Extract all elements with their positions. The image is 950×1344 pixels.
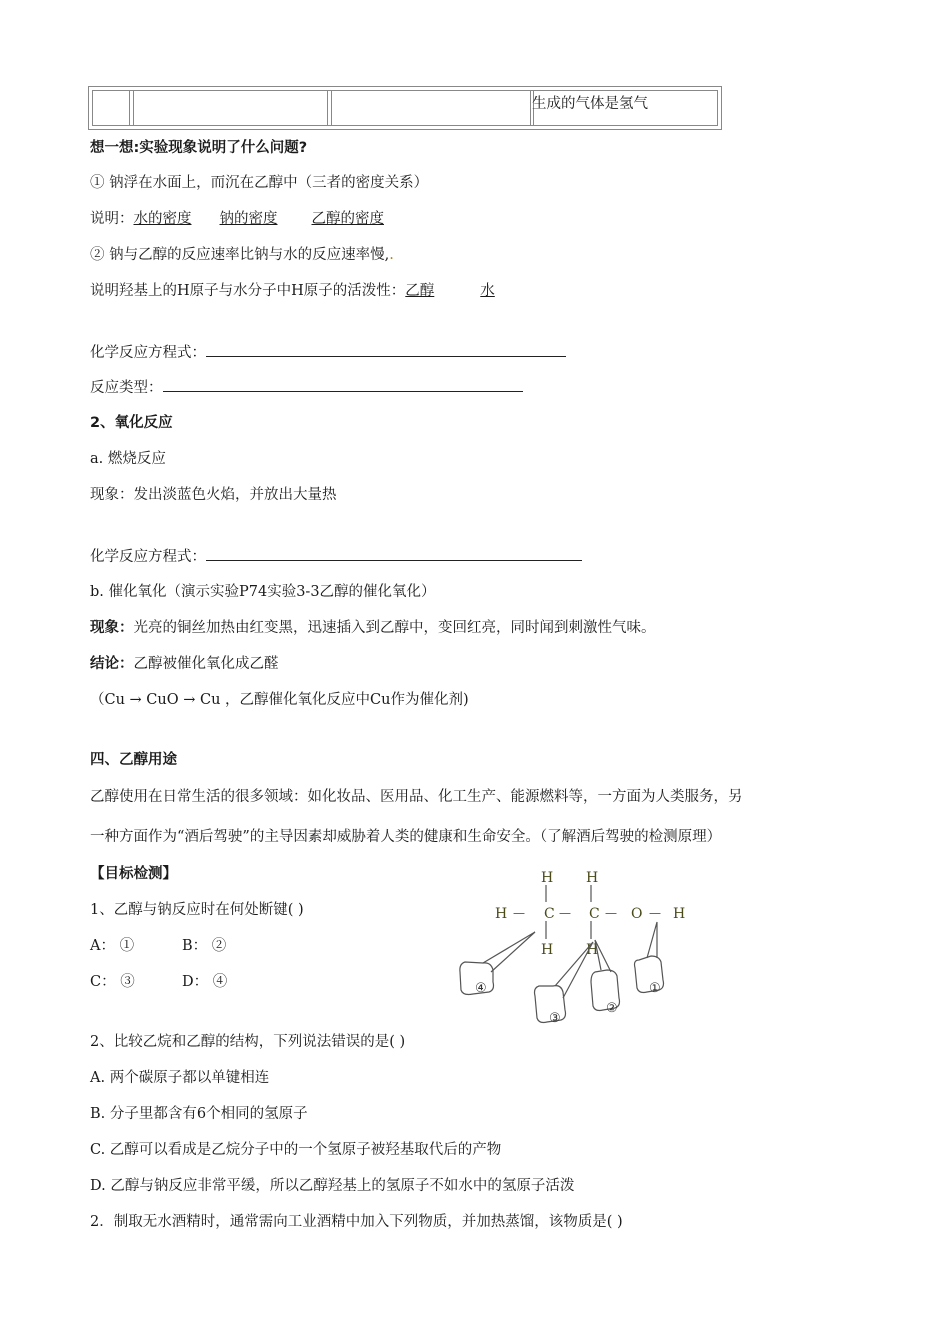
- table-cell-divider: [133, 90, 134, 126]
- bond-dash: —: [513, 906, 525, 920]
- catalytic-conclusion: 结论：乙醇被催化氧化成乙醛: [90, 656, 279, 672]
- question-2: 2、比较乙烷和乙醇的结构，下列说法错误的是( ): [90, 1034, 406, 1050]
- equation-line-2: 化学反应方程式：: [90, 546, 582, 567]
- atom-h: H: [541, 942, 554, 958]
- uses-heading: 四、乙醇用途: [90, 752, 177, 768]
- callout-label: ①: [649, 981, 661, 996]
- q1-option-a: A： ①: [90, 938, 135, 954]
- atom-h: H: [586, 942, 599, 958]
- explain-density: [90, 209, 384, 229]
- bond-dash: —: [649, 906, 661, 920]
- question-3: 2．制取无水酒精时，通常需向工业酒精中加入下列物质，并加热蒸馏，该物质是( ): [90, 1214, 623, 1230]
- atom-o: O: [631, 906, 643, 922]
- test-heading: 【目标检测】: [90, 866, 177, 882]
- reaction-type-line: 反应类型：: [90, 377, 523, 398]
- combustion-phenomenon: 现象：发出淡蓝色火焰，并放出大量热: [90, 487, 337, 503]
- atom-h: H: [541, 870, 554, 886]
- callout-label: ④: [475, 981, 487, 996]
- equation-blank: [206, 342, 566, 357]
- activity-relation: 乙醇 水: [405, 283, 495, 299]
- table-cell-divider: [331, 90, 332, 126]
- explain-label: 说明：: [90, 211, 134, 227]
- catalytic-phenomenon: 现象：光亮的铜丝加热由红变黑，迅速插入到乙醇中，变回红亮，同时闻到刺激性气味。: [90, 620, 656, 636]
- q1-option-c: C： ③: [90, 974, 135, 990]
- atom-c: C: [589, 906, 600, 922]
- q2-option-a: A. 两个碳原子都以单键相连: [90, 1070, 270, 1086]
- q1-option-b: B： ②: [182, 938, 227, 954]
- ethanol-structure-diagram: [455, 862, 715, 1032]
- q1-option-d: D： ④: [182, 974, 228, 990]
- think-point-2: ② 钠与乙醇的反应速率比钠与水的反应速率慢,.: [90, 247, 394, 263]
- equation-line-1: 化学反应方程式：: [90, 342, 566, 363]
- callout-label: ③: [549, 1011, 561, 1026]
- oxidation-heading: 2、氧化反应: [90, 415, 173, 431]
- q2-option-b: B. 分子里都含有6个相同的氢原子: [90, 1106, 308, 1122]
- callout-pointer: [647, 922, 657, 958]
- table-cell-divider: [129, 90, 130, 126]
- q2-option-d: D. 乙醇与钠反应非常平缓，所以乙醇羟基上的氢原子不如水中的氢原子活泼: [90, 1178, 575, 1194]
- table-cell-divider: [530, 90, 531, 126]
- density-relation: 水的密度 钠的密度 乙醇的密度: [133, 211, 384, 227]
- reaction-type-blank: [163, 377, 523, 392]
- copper-cycle: （Cu → CuO → Cu ，乙醇催化氧化反应中Cu作为催化剂): [90, 692, 469, 708]
- combustion-item: a. 燃烧反应: [90, 451, 166, 467]
- uses-para-line-2: 一种方面作为“酒后驾驶”的主导因素却威胁着人类的健康和生命安全。（了解酒后驾驶的检测原理）: [90, 829, 722, 845]
- think-heading: 想一想:实验现象说明了什么问题?: [90, 140, 308, 156]
- explain-activity: 说明羟基上的H原子与水分子中H原子的活泼性：乙醇 水: [90, 283, 495, 299]
- callout-label: ②: [606, 1001, 618, 1016]
- atom-c: C: [544, 906, 555, 922]
- think-point-1: ① 钠浮在水面上，而沉在乙醇中（三者的密度关系）: [90, 175, 429, 191]
- bond-dash: —: [605, 906, 617, 920]
- table-cell-divider: [327, 90, 328, 126]
- uses-para-line-1: 乙醇使用在日常生活的很多领域：如化妆品、医用品、化工生产、能源燃料等，一方面为人类服务，另: [90, 789, 743, 805]
- equation-blank: [206, 546, 582, 561]
- q2-option-c: C. 乙醇可以看成是乙烷分子中的一个氢原子被羟基取代后的产物: [90, 1142, 502, 1158]
- question-1: 1、乙醇与钠反应时在何处断键( ): [90, 902, 304, 918]
- atom-h: H: [673, 906, 686, 922]
- table-cell-text: 生成的气体是氢气: [532, 96, 648, 112]
- atom-h: H: [495, 906, 508, 922]
- atom-h: H: [586, 870, 599, 886]
- catalytic-item: b. 催化氧化（演示实验P74实验3-3乙醇的催化氧化）: [90, 584, 436, 600]
- bond-dash: —: [559, 906, 571, 920]
